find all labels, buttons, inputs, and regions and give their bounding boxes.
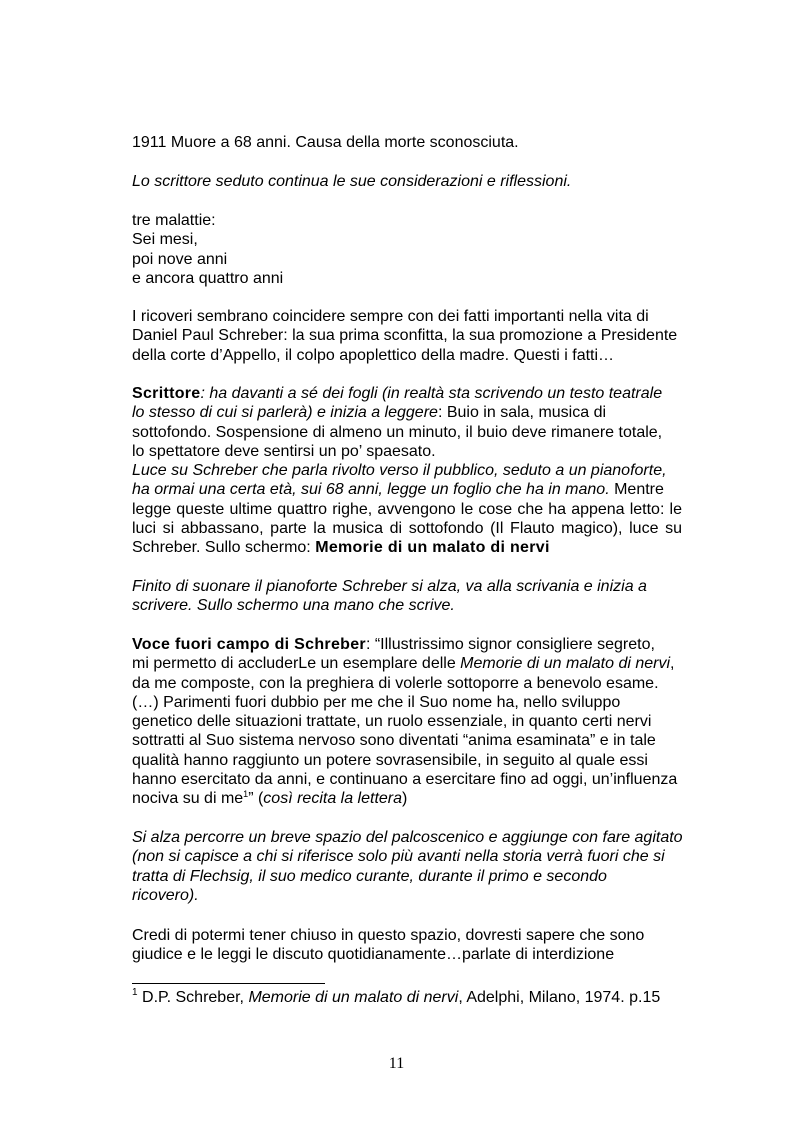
text-line: ricovero). <box>132 886 199 904</box>
paragraph-monologue <box>132 926 682 965</box>
text-line: poi nove anni <box>132 250 228 268</box>
text-span: ” ( <box>248 790 264 808</box>
text-line: Daniel Paul Schreber: la sua prima sconfitta, la sua promozione a Presidente <box>132 327 678 345</box>
stage-direction-writer <box>132 172 682 191</box>
footnote-book-title: Memorie di un malato di nervi <box>248 989 459 1006</box>
text-line: hanno esercitato da anni, e continuano a esercitare fino ad oggi, un’influenza <box>132 771 678 789</box>
text-line: 1911 Muore a 68 anni. Causa della morte sconosciuta. <box>132 134 519 151</box>
speaker-label: Scrittore <box>132 385 201 402</box>
paragraph-illnesses <box>132 211 682 288</box>
text-span: , <box>670 655 675 673</box>
text-line <box>132 635 682 654</box>
text-span: ) <box>402 790 408 808</box>
footnote-number: 1 <box>132 987 138 998</box>
text-line: sottofondo. Sospensione di almeno un minuto, il buio deve rimanere totale, <box>132 423 663 441</box>
paragraph-voiceover <box>132 635 682 809</box>
italic-text: lo stesso di cui si parlerà) e inizia a leggere <box>132 404 438 422</box>
text-line: tratta di Flechsig, il suo medico curante, durante il primo e secondo <box>132 867 607 885</box>
italic-text: così recita la lettera <box>263 790 403 808</box>
text-line: luci si abbassano, parte la musica di sottofondo (Il Flauto magico), luce su <box>132 520 682 538</box>
paragraph-hospitalizations <box>132 307 682 365</box>
text-line <box>132 789 682 808</box>
footnote <box>132 988 692 1007</box>
text-line: genetico delle situazioni trattate, un ruolo essenziale, in quanto certi nervi <box>132 713 652 731</box>
footnote-ref[interactable]: 1 <box>243 789 249 800</box>
text-line <box>132 384 682 403</box>
italic-text: : ha davanti a sé dei fogli (in realtà sta scrivendo un testo teatrale <box>200 385 663 402</box>
text-line: scrivere. Sullo schermo una mano che scrive. <box>132 597 455 615</box>
text-line: tre malattie: <box>132 212 216 229</box>
text-line: Credi di potermi tener chiuso in questo spazio, dovresti sapere che sono <box>132 927 645 944</box>
paragraph-death <box>132 133 682 152</box>
stage-direction-agitated <box>132 828 682 905</box>
text-line: I ricoveri sembrano coincidere sempre con dei fatti importanti nella vita di <box>132 308 649 325</box>
footnote-text: , Adelphi, Milano, 1974. p.15 <box>458 989 661 1006</box>
text-line: Luce su Schreber che parla rivolto verso il pubblico, seduto a un pianoforte, <box>132 462 667 480</box>
text-line: Si alza percorre un breve spazio del palcoscenico e aggiunge con fare agitato <box>132 829 683 846</box>
text-line: Lo scrittore seduto continua le sue considerazioni e riflessioni. <box>132 173 572 190</box>
text-line: Finito di suonare il pianoforte Schreber si alza, va alla scrivania e inizia a <box>132 578 647 595</box>
text-span: Schreber. Sullo schermo: <box>132 539 316 557</box>
text-line: sottratti al Suo sistema nervoso sono diventati “anima esaminata” e in tale <box>132 732 656 750</box>
text-line: (…) Parimenti fuori dubbio per me che il Suo nome ha, nello sviluppo <box>132 693 621 711</box>
text-line: lo spettatore deve sentirsi un po’ spaesato. <box>132 442 436 460</box>
text-line: della corte d’Appello, il colpo apoplettico della madre. Questi i fatti… <box>132 346 615 364</box>
italic-text: ha ormai una certa età, sui 68 anni, legge un foglio che ha in mano. <box>132 481 610 499</box>
text-line: (non si capisce a chi si riferisce solo più avanti nella storia verrà fuori che si <box>132 848 665 866</box>
footnote-separator <box>132 983 325 984</box>
text-line: Sei mesi, <box>132 231 198 249</box>
text-line: e ancora quattro anni <box>132 269 284 287</box>
page-number: 11 <box>388 1055 405 1072</box>
text-span: nociva su di me <box>132 790 244 808</box>
screen-title: Memorie di un malato di nervi <box>315 539 550 557</box>
text-line: legge queste ultime quattro righe, avvengono le cose che ha appena letto: le <box>132 500 682 518</box>
text-line <box>132 480 682 499</box>
book-title: Memorie di un malato di nervi <box>460 655 671 673</box>
text-span: : “Illustrissimo signor consigliere segreto, <box>365 636 655 653</box>
text-line <box>132 538 682 557</box>
text-span: mi permetto di accluderLe un esemplare delle <box>132 655 461 673</box>
text-span: Mentre <box>609 481 664 499</box>
text-span: : Buio in sala, musica di <box>437 404 607 422</box>
text-line <box>132 654 682 673</box>
speaker-label: Voce fuori campo di Schreber <box>132 636 366 653</box>
paragraph-writer-scene <box>132 384 682 558</box>
text-line: da me composte, con la preghiera di volerle sottoporre a benevolo esame. <box>132 674 659 692</box>
footnote-text: D.P. Schreber, <box>137 989 249 1006</box>
text-line <box>132 403 682 422</box>
text-line: qualità hanno raggiunto un potere sovrasensibile, in seguito al quale essi <box>132 751 648 769</box>
stage-direction-piano <box>132 577 682 616</box>
text-line: giudice e le leggi le discuto quotidianamente…parlate di interdizione <box>132 946 615 964</box>
